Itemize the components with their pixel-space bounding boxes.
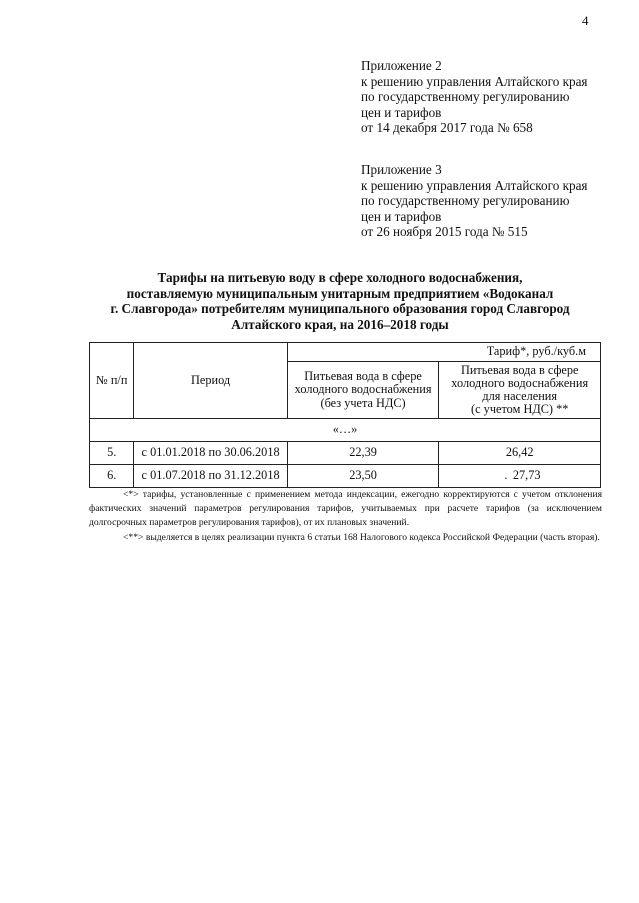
- appendix-2-block: [361, 58, 588, 136]
- header-tariff: Тариф*, руб./куб.м: [287, 343, 600, 362]
- cell-tariff-a: 23,50: [287, 465, 439, 488]
- header-col-b-line: (с учетом НДС) **: [471, 402, 569, 417]
- appendix-3-line: к решению управления Алтайского края: [361, 177, 588, 193]
- cell-tariff-b: [439, 465, 601, 488]
- header-col-b: [439, 362, 601, 419]
- ellipsis-cell: «…»: [90, 419, 601, 442]
- cell-period: с 01.01.2018 по 30.06.2018: [134, 442, 287, 465]
- header-col-b-line: Питьевая вода в сфере: [460, 362, 579, 377]
- title-line: поставляемую муниципальным унитарным предприятием «Водоканал: [126, 285, 554, 301]
- appendix-3-line: по государственному регулированию: [361, 193, 570, 209]
- appendix-2-line: от 14 декабря 2017 года № 658: [361, 120, 533, 136]
- table-row: [90, 442, 601, 465]
- tariff-table: [89, 342, 601, 488]
- header-num: № п/п: [90, 343, 134, 419]
- appendix-3-line: от 26 ноября 2015 года № 515: [361, 224, 528, 240]
- document-title: [60, 270, 620, 332]
- page-number: 4: [582, 13, 589, 28]
- header-col-b-line: для населения: [482, 389, 558, 403]
- header-period: Период: [134, 343, 287, 419]
- cell-num: 5.: [90, 442, 134, 465]
- footnote: <*> тарифы, установленные с применением метода индексации, ежегодно корректируются с учетом отклонения фактических значений параметров регулирования тарифов, учитываемых при расчете тарифов (за исключением долгосрочных параметров регулирования тарифов), от их плановых значений.: [89, 489, 602, 529]
- appendix-2-line: по государственному регулированию: [361, 89, 570, 105]
- cell-tariff-b: 26,42: [439, 442, 601, 465]
- footnote: <**> выделяется в целях реализации пункта 6 статьи 168 Налогового кодекса Российской Федерации (часть вторая).: [123, 531, 600, 543]
- cell-tariff-a: 22,39: [287, 442, 439, 465]
- cell-num: 6.: [90, 465, 134, 488]
- appendix-3-block: [361, 162, 588, 240]
- appendix-2-line: к решению управления Алтайского края: [361, 73, 588, 89]
- title-line: Алтайского края, на 2016–2018 годы: [231, 316, 449, 332]
- header-col-b-line: холодного водоснабжения: [451, 375, 589, 390]
- appendix-2-line: цен и тарифов: [361, 104, 442, 120]
- header-col-a: [287, 362, 439, 419]
- title-line: Тарифы на питьевую воду в сфере холодного водоснабжения,: [157, 270, 523, 285]
- appendix-3-line: Приложение 3: [361, 162, 442, 177]
- header-col-a-line: холодного водоснабжения: [294, 382, 432, 397]
- title-line: г. Славгорода» потребителям муниципального образования город Славгород: [110, 301, 570, 317]
- table-header-row: [90, 343, 601, 362]
- appendix-2-line: Приложение 2: [361, 58, 442, 73]
- table-row-ellipsis: [90, 419, 601, 442]
- footnotes: [89, 488, 602, 545]
- header-col-a-line: Питьевая вода в сфере: [304, 369, 422, 384]
- appendix-3-line: цен и тарифов: [361, 208, 442, 224]
- stray-mark: .: [504, 468, 508, 483]
- table-row: [90, 465, 601, 488]
- cell-period: с 01.07.2018 по 31.12.2018: [134, 465, 287, 488]
- header-col-a-line: (без учета НДС): [320, 395, 406, 410]
- cell-tariff-b-value: 27,73: [512, 468, 541, 483]
